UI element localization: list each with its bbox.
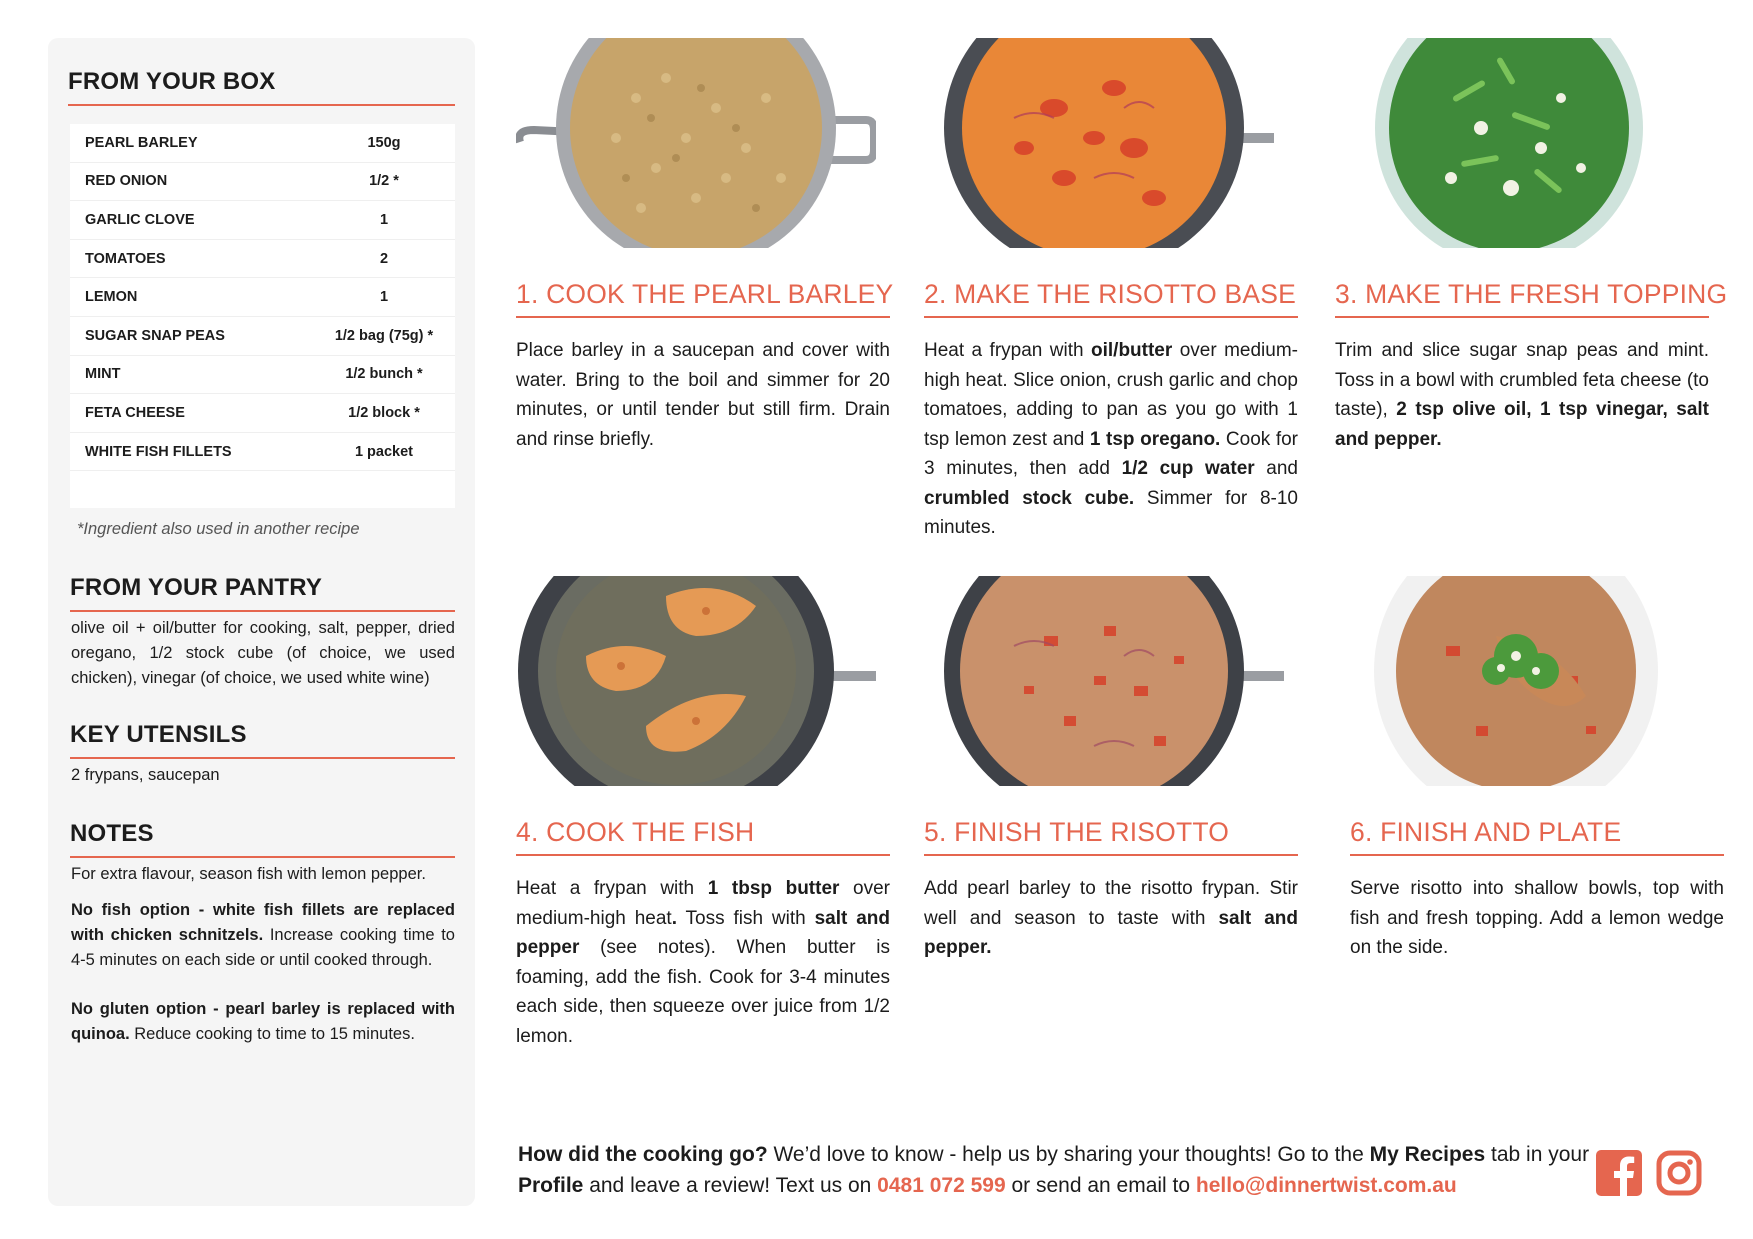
note-3-bold: No gluten option - pearl barley is replaced with quinoa. — [71, 1000, 455, 1043]
step-3-title: 3. MAKE THE FRESH TOPPING — [1335, 279, 1709, 318]
ingredient-footnote: *Ingredient also used in another recipe — [77, 520, 360, 538]
table-row — [70, 240, 455, 279]
pearl-barley-colander-image — [516, 38, 876, 248]
ingredient-name: LEMON — [85, 289, 138, 306]
step-4-text: over medium-high heat — [516, 878, 891, 929]
ingredient-name: RED ONION — [85, 173, 168, 190]
ingredient-name: GARLIC CLOVE — [85, 211, 195, 228]
ingredient-name: PEARL BARLEY — [85, 134, 198, 151]
step-4-body — [516, 874, 890, 1051]
step-4-bold: salt and pepper — [516, 907, 890, 958]
step-2-bold: crumbled stock cube. — [924, 487, 1135, 509]
step-6-title: 6. FINISH AND PLATE — [1350, 817, 1724, 856]
table-row — [70, 124, 455, 163]
step-4-title: 4. COOK THE FISH — [516, 817, 890, 856]
step-2-text: and — [1254, 458, 1299, 479]
note-2-rest: Increase cooking time to 4-5 minutes on each side or until cooked through. — [71, 926, 455, 969]
step-5-text: Add pearl barley to the risotto frypan. Stir well and season to taste with — [924, 878, 1298, 929]
step-2-text: Heat a frypan with — [924, 340, 1091, 361]
review-footer — [518, 1139, 1598, 1201]
step-2-bold: 1 tsp oregano. — [1089, 428, 1221, 450]
footer-bold: How did the cooking go? — [518, 1143, 768, 1166]
footer-text: and leave a review! Text us on — [583, 1174, 878, 1197]
ingredient-qty: 1/2 bunch * — [345, 366, 423, 383]
step-4-bold: . — [671, 907, 677, 929]
ingredient-name: TOMATOES — [85, 250, 166, 267]
ingredient-qty: 1/2 bag (75g) * — [334, 327, 434, 344]
note-2 — [71, 898, 455, 973]
step-6-body: Serve risotto into shallow bowls, top with fish and fresh topping. Add a lemon wedge on the side. — [1350, 878, 1724, 958]
box-heading: FROM YOUR BOX — [68, 68, 455, 106]
step-1-body: Place barley in a saucepan and cover with water. Bring to the boil and simmer for 20 minutes, or until tender but still firm. Drain and rinse briefly. — [516, 340, 890, 450]
step-4-bold: 1 tbsp butter — [707, 878, 840, 899]
step-2-bold: oil/butter — [1091, 340, 1173, 361]
plated-dish-image — [1336, 576, 1696, 786]
utensils-text: 2 frypans, saucepan — [71, 766, 220, 784]
note-3 — [71, 997, 455, 1047]
ingredients-table — [70, 124, 455, 508]
ingredient-name: SUGAR SNAP PEAS — [85, 327, 225, 344]
ingredient-qty: 1/2 block * — [348, 404, 420, 421]
ingredient-qty: 1 — [379, 211, 389, 228]
step-2-text: Cook for 3 minutes, then add — [924, 428, 1298, 479]
fish-frypan-image — [516, 576, 876, 786]
instagram-icon[interactable] — [1656, 1150, 1702, 1196]
table-row — [70, 163, 455, 202]
footer-bold: My Recipes — [1369, 1143, 1486, 1166]
table-row — [70, 278, 455, 317]
note-3-rest: Reduce cooking to time to 15 minutes. — [129, 1025, 415, 1043]
footer-text: or send an email to — [1005, 1174, 1196, 1197]
phone-link[interactable]: 0481 072 599 — [877, 1174, 1006, 1197]
step-4-text: Toss fish with — [676, 907, 815, 929]
ingredients-sidebar — [48, 38, 475, 1206]
step-2-text: over medium-high heat. Slice onion, crush garlic and chop tomatoes, adding to pan as you go with 1 tsp lemon zest and — [924, 340, 1298, 450]
utensils-heading: KEY UTENSILS — [70, 721, 455, 759]
step-2-title: 2. MAKE THE RISOTTO BASE — [924, 279, 1298, 318]
notes-heading: NOTES — [70, 820, 455, 858]
step-2-bold: 1/2 cup water — [1121, 458, 1255, 479]
finished-risotto-pan-image — [924, 576, 1284, 786]
step-4-text: (see notes). When butter is foaming, add the fish. Cook for 3-4 minutes each side, then squeeze over juice from 1/2 lemon. — [516, 937, 890, 1047]
ingredient-qty: 1 — [379, 289, 389, 306]
table-row — [70, 394, 455, 433]
risotto-base-pan-image — [924, 38, 1284, 248]
step-1-title: 1. COOK THE PEARL BARLEY — [516, 279, 890, 318]
step-3-text: Trim and slice sugar snap peas and mint. Toss in a bowl with crumbled feta cheese (to taste), — [1335, 340, 1709, 420]
pantry-heading: FROM YOUR PANTRY — [70, 574, 455, 612]
step-5-title: 5. FINISH THE RISOTTO — [924, 817, 1298, 856]
email-link[interactable]: hello@dinnertwist.com.au — [1195, 1174, 1457, 1197]
ingredient-qty: 1 packet — [354, 443, 414, 460]
step-2-body — [924, 336, 1298, 543]
ingredient-qty: 1/2 * — [369, 173, 399, 190]
step-3-body — [1335, 336, 1709, 454]
ingredient-qty: 2 — [379, 250, 389, 267]
table-row — [70, 433, 455, 472]
fresh-topping-bowl-image — [1331, 38, 1691, 248]
facebook-icon[interactable] — [1596, 1150, 1642, 1196]
ingredient-name: WHITE FISH FILLETS — [85, 443, 232, 460]
footer-text: We’d love to know - help us by sharing your thoughts! Go to the — [767, 1143, 1370, 1166]
table-row — [70, 317, 455, 356]
ingredient-name: MINT — [85, 366, 121, 383]
step-5-bold: salt and pepper. — [924, 907, 1298, 958]
note-2-bold: No fish option - white fish fillets are replaced with chicken schnitzels. — [71, 901, 455, 944]
step-2-text: Simmer for 8-10 minutes. — [924, 487, 1299, 538]
pantry-text: olive oil + oil/butter for cooking, salt, pepper, dried oregano, 1/2 stock cube (of choice, we used chicken), vinegar (of choice, we used white wine) — [71, 619, 455, 687]
note-1: For extra flavour, season fish with lemon pepper. — [71, 865, 426, 883]
footer-text: tab in your — [1485, 1143, 1590, 1166]
footer-bold: Profile — [518, 1174, 584, 1197]
step-3-bold: 2 tsp olive oil, 1 tsp vinegar, salt and pepper. — [1335, 399, 1710, 450]
ingredient-qty: 150g — [367, 134, 401, 151]
step-4-text: Heat a frypan with — [516, 878, 708, 899]
ingredient-name: FETA CHEESE — [85, 404, 185, 421]
table-row — [70, 201, 455, 240]
step-5-body — [924, 874, 1298, 963]
table-row — [70, 356, 455, 395]
